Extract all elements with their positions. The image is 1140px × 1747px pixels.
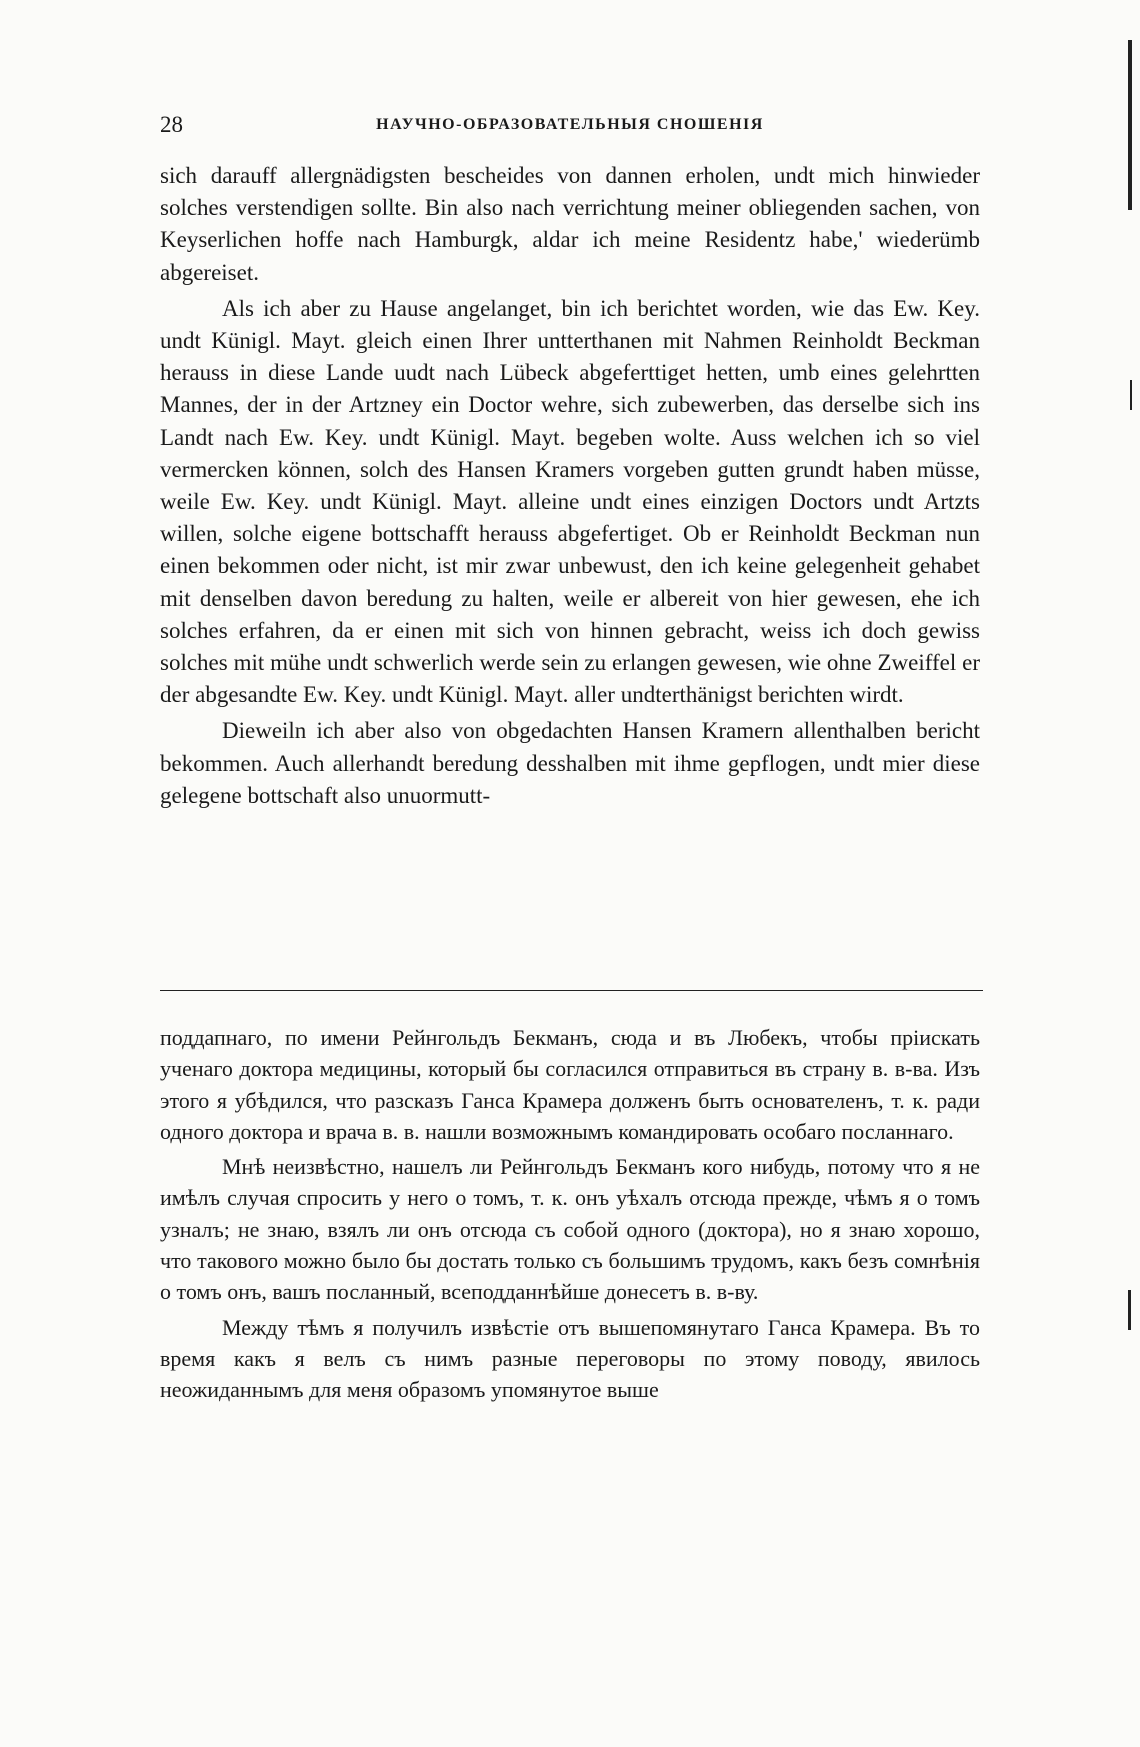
latin-paragraph-3: Dieweiln ich aber also von obgedachten Hansen Kramern allenthalben bericht bekommen. Auch allerhandt beredung desshalben mit ihme gepflogen, undt mier diese gelegene bottschaft also unuormutt- (160, 718, 980, 808)
latin-text-block (160, 160, 980, 812)
scan-edge-mark (1130, 380, 1132, 410)
running-title: НАУЧНО-ОБРАЗОВАТЕЛЬНЫЯ СНОШЕНІЯ (376, 116, 764, 133)
russian-paragraph-1: поддапнаго, по имени Рейнгольдъ Бекманъ, сюда и въ Любекъ, чтобы пріискать ученаго доктора медицины, который бы согласился отправиться въ страну в. в-ва. Изъ этого я убѣдился, что разсказъ Ганса Крамера долженъ быть основателенъ, т. к. ради одного доктора и врача в. в. нашли возможнымъ командировать особаго посланнаго. (160, 1025, 980, 1144)
footnote-rule (160, 990, 983, 991)
russian-paragraph-3: Между тѣмъ я получилъ извѣстіе отъ вышепомянутаго Ганса Крамера. Въ то время какъ я велъ съ нимъ разные переговоры по этому поводу, явилось неожиданнымъ для меня образомъ упомянутое выше (160, 1314, 980, 1403)
scan-edge-mark (1128, 40, 1132, 210)
scan-edge-mark (1128, 1290, 1131, 1330)
page-number: 28 (160, 112, 183, 137)
russian-paragraph-2: Мнѣ неизвѣстно, нашелъ ли Рейнгольдъ Бекманъ кого нибудь, потому что я не имѣлъ случая спросить у него о томъ, т. к. онъ уѣхалъ отсюда прежде, чѣмъ я о томъ узналъ; не знаю, взялъ ли онъ отсюда съ собой одного (доктора), но я знаю хорошо, что такового можно было бы достать только съ большимъ трудомъ, какъ безъ сомнѣнія о томъ онъ, вашъ посланный, всеподданнѣйше донесетъ в. в-ву. (160, 1154, 980, 1305)
running-head (160, 110, 980, 140)
latin-paragraph-1: sich darauff allergnädigsten bescheides von dannen erholen, undt mich hinwieder solches verstendigen sollte. Bin also nach verrichtung meiner obliegenden sachen, von Keyserlichen hoffe nach Hamburgk, aldar ich meine Residentz habe,' wiederümb abgereiset. (160, 163, 980, 285)
russian-translation-block (160, 1022, 980, 1406)
latin-paragraph-2: Als ich aber zu Hause angelanget, bin ich berichtet worden, wie das Ew. Key. undt Künigl. Mayt. gleich einen Ihrer untterthanen mit Nahmen Reinholdt Beckman herauss in diese Lande uudt nach Lübeck abgeferttiget hetten, umb eines gelehrtten Mannes, der in der Artzney ein Doctor wehre, sich zubewerben, das derselbe sich ins Landt nach Ew. Key. undt Künigl. Mayt. begeben wolte. Auss welchen ich so viel vermercken können, solch des Hansen Kramers vorgeben gutten grundt haben müsse, weile Ew. Key. undt Künigl. Mayt. alleine undt eines einzigen Doctors undt Artzts willen, solche eigene bottschafft herauss abgefertiget. Ob er Reinholdt Beckman nun einen bekommen oder nicht, ist mir zwar unbewust, den ich keine gelegenheit gehabet mit denselben davon beredung zu halten, weile er albereit von hier gewesen, ehe ich solches erfahren, da er einen mit sich von hinnen gebracht, weiss ich doch gewiss solches mit mühe undt schwerlich werde sein zu erlangen gewesen, wie ohne Zweiffel er der abgesandte Ew. Key. undt Künigl. Mayt. aller undterthänigst berichten wirdt. (160, 295, 980, 708)
